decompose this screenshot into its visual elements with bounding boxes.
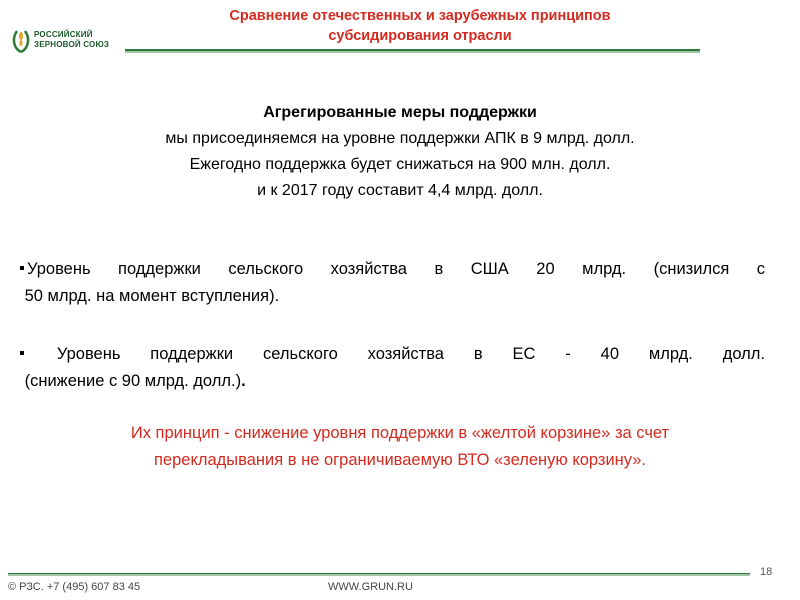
aggregate-line: и к 2017 году составит 4,4 млрд. долл. bbox=[257, 182, 543, 199]
bullet-text: Уровень поддержки сельского хозяйства в ЕС - 40 млрд. долл. bbox=[56, 345, 765, 363]
page-title bbox=[150, 6, 690, 46]
bullet-line bbox=[20, 341, 765, 368]
bullet-usa bbox=[20, 256, 765, 310]
logo-line-1: РОССИЙСКИЙ bbox=[34, 30, 93, 39]
bullet-line bbox=[20, 368, 765, 395]
aggregate-title: Агрегированные меры поддержки bbox=[263, 104, 537, 121]
bullet-eu bbox=[20, 341, 765, 395]
bullet-text: (снижение с 90 млрд. долл.) bbox=[24, 372, 242, 390]
aggregate-line: мы присоединяемся на уровне поддержки АПК в 9 млрд. долл. bbox=[165, 130, 635, 147]
bullet-text: Уровень поддержки сельского хозяйства в США 20 млрд. (снизился с bbox=[27, 260, 765, 278]
page-number: 18 bbox=[760, 566, 773, 578]
bullet-icon bbox=[20, 266, 24, 270]
wheat-logo-icon bbox=[10, 28, 32, 54]
bullet-text: 50 млрд. на момент вступления). bbox=[24, 287, 280, 305]
header-divider bbox=[125, 49, 700, 53]
bullet-icon bbox=[20, 351, 24, 355]
logo-line-2: ЗЕРНОВОЙ СОЮЗ bbox=[34, 40, 110, 49]
bullet-line bbox=[20, 256, 765, 283]
aggregate-line: Ежегодно поддержка будет снижаться на 900 млн. долл. bbox=[189, 156, 611, 173]
aggregate-support-block bbox=[30, 100, 770, 204]
page-title-line-1: Сравнение отечественных и зарубежных принципов bbox=[229, 8, 611, 24]
footer-website-link[interactable]: WWW.GRUN.RU bbox=[328, 581, 413, 593]
conclusion-line-2: перекладывания в не ограничиваемую ВТО «зеленую корзину». bbox=[154, 451, 646, 469]
logo-text bbox=[34, 30, 109, 50]
conclusion-line-1: Их принцип - снижение уровня поддержки в «желтой корзине» за счет bbox=[130, 424, 670, 442]
bullet-end-mark: . bbox=[241, 372, 246, 390]
conclusion bbox=[25, 420, 775, 474]
footer-contact: © РЗС. +7 (495) 607 83 45 bbox=[8, 581, 141, 593]
logo bbox=[10, 26, 120, 60]
footer-divider bbox=[8, 573, 750, 576]
bullet-line bbox=[20, 283, 765, 310]
page-title-line-2: субсидирования отрасли bbox=[328, 28, 512, 44]
